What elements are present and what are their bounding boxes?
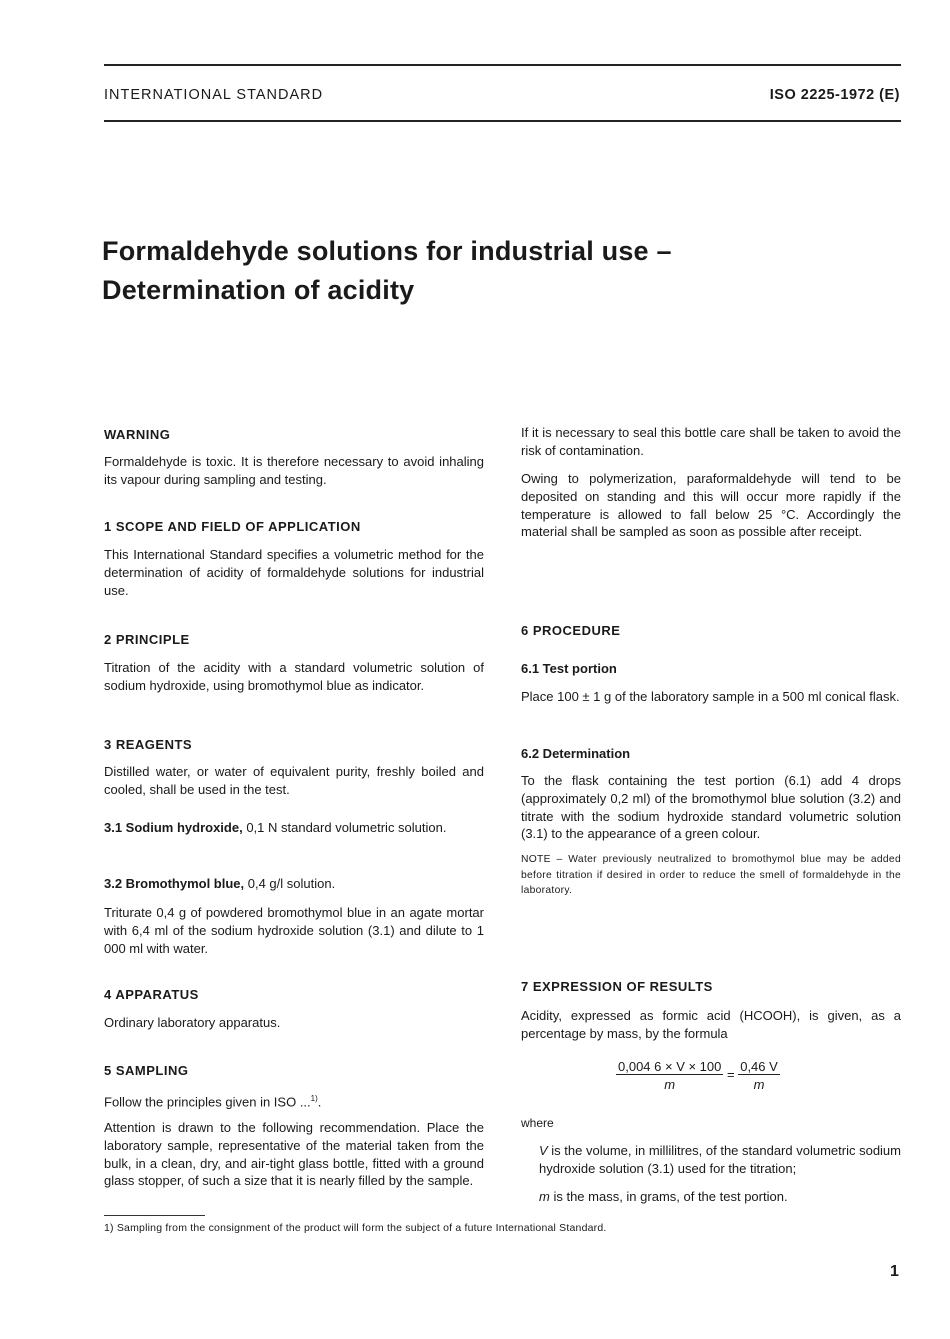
section-6-heading: 6 PROCEDURE <box>521 623 621 638</box>
formula-denominator-2: m <box>753 1077 765 1092</box>
footnote: 1) Sampling from the consignment of the product will form the subject of a future International Standard. <box>104 1222 607 1234</box>
v-definition-text: is the volume, in millilitres, of the standard volumetric sodium hydroxide solution (3.1) used for the titration; <box>539 1143 901 1176</box>
formula-numerator-2: 0,46 V <box>740 1059 778 1074</box>
section-4-text: Ordinary laboratory apparatus. <box>104 1015 281 1030</box>
section-5-text-end: . <box>317 1094 322 1110</box>
section-3-2-label: 3.2 Bromothymol blue, <box>104 876 245 891</box>
v-symbol: V <box>539 1143 548 1158</box>
header-right: ISO 2225-1972 (E) <box>769 87 900 103</box>
section-3-1-text: 0,1 N standard volumetric solution. <box>242 820 447 835</box>
top-rule <box>104 64 901 66</box>
warning-heading: WARNING <box>104 427 171 442</box>
formula <box>616 1059 780 1092</box>
page-number: 1 <box>890 1263 899 1280</box>
section-3-2 <box>104 875 484 893</box>
section-5-paragraph-4: Owing to polymerization, paraformaldehyde will tend to be deposited on standing and this will occur more rapidly if the temperature is allowed to fall below 25 °C. Accordingly the material shall be sampled as soon as possible after receipt. <box>521 471 901 540</box>
section-7-heading: 7 EXPRESSION OF RESULTS <box>521 979 713 994</box>
section-2-heading: 2 PRINCIPLE <box>104 632 190 647</box>
formula-denominator-1: m <box>664 1077 676 1092</box>
header-rule <box>104 120 901 122</box>
title-line-1: Formaldehyde solutions for industrial use – <box>102 236 672 266</box>
formula-fraction-2 <box>738 1059 780 1092</box>
section-3-1 <box>104 819 484 837</box>
section-3-1-label: 3.1 Sodium hydroxide, <box>104 820 243 835</box>
section-6-2-heading: 6.2 Determination <box>521 746 631 761</box>
formula-equals: = <box>727 1066 735 1082</box>
section-3-text: Distilled water, or water of equivalent purity, freshly boiled and cooled, shall be used in the test. <box>104 764 484 797</box>
formula-fraction-1 <box>616 1059 723 1092</box>
section-7-text: Acidity, expressed as formic acid (HCOOH), is given, as a percentage by mass, by the formula <box>521 1008 901 1041</box>
page-title <box>102 232 672 310</box>
section-5-paragraph-2: Attention is drawn to the following recommendation. Place the laboratory sample, representative of the material taken from the bulk, in a clean, dry, and air-tight glass bottle, fitted with a ground glass stopper, of such a size that it is nearly filled by the sample. <box>104 1120 484 1189</box>
section-6-2-text: To the flask containing the test portion (6.1) add 4 drops (approximately 0,2 ml) of the bromothymol blue solution (3.2) and titrate with the sodium hydroxide standard volumetric solution (3.1) to the appearance of a green colour. <box>521 773 901 842</box>
title-line-2: Determination of acidity <box>102 275 415 305</box>
footnote-ref[interactable]: 1) <box>310 1094 318 1103</box>
section-3-2-text: 0,4 g/l solution. <box>244 876 336 891</box>
formula-numerator-1: 0,004 6 × V × 100 <box>618 1059 722 1074</box>
section-3-heading: 3 REAGENTS <box>104 737 193 752</box>
section-5-paragraph-3: If it is necessary to seal this bottle care shall be taken to avoid the risk of contamination. <box>521 425 901 458</box>
section-5-text-main: Follow the principles given in ISO ... <box>104 1094 311 1110</box>
section-3-2-body: Triturate 0,4 g of powdered bromothymol blue in an agate mortar with 6,4 ml of the sodium hydroxide solution (3.1) and dilute to 1 000 ml with water. <box>104 905 484 956</box>
section-6-1-text: Place 100 ± 1 g of the laboratory sample in a 500 ml conical flask. <box>521 689 900 704</box>
warning-text: Formaldehyde is toxic. It is therefore necessary to avoid inhaling its vapour during sampling and testing. <box>104 454 484 487</box>
note: NOTE – Water previously neutralized to bromothymol blue may be added before titration if desired in order to reduce the smell of formaldehyde in the laboratory. <box>521 854 901 896</box>
header-left: INTERNATIONAL STANDARD <box>104 87 324 103</box>
v-definition <box>539 1142 901 1178</box>
m-definition-text: is the mass, in grams, of the test portion. <box>549 1189 788 1204</box>
section-4-heading: 4 APPARATUS <box>104 987 199 1002</box>
section-5-heading: 5 SAMPLING <box>104 1063 189 1078</box>
section-5-text <box>104 1090 484 1111</box>
section-6-1-heading: 6.1 Test portion <box>521 661 617 676</box>
where-label: where <box>521 1116 554 1130</box>
footnote-rule <box>104 1215 205 1216</box>
m-definition <box>539 1188 901 1206</box>
section-1-text: This International Standard specifies a volumetric method for the determination of acidity of formaldehyde solutions for industrial use. <box>104 547 484 598</box>
section-1-heading: 1 SCOPE AND FIELD OF APPLICATION <box>104 519 361 534</box>
m-symbol: m <box>539 1189 550 1204</box>
section-2-text: Titration of the acidity with a standard volumetric solution of sodium hydroxide, using bromothymol blue as indicator. <box>104 660 484 693</box>
